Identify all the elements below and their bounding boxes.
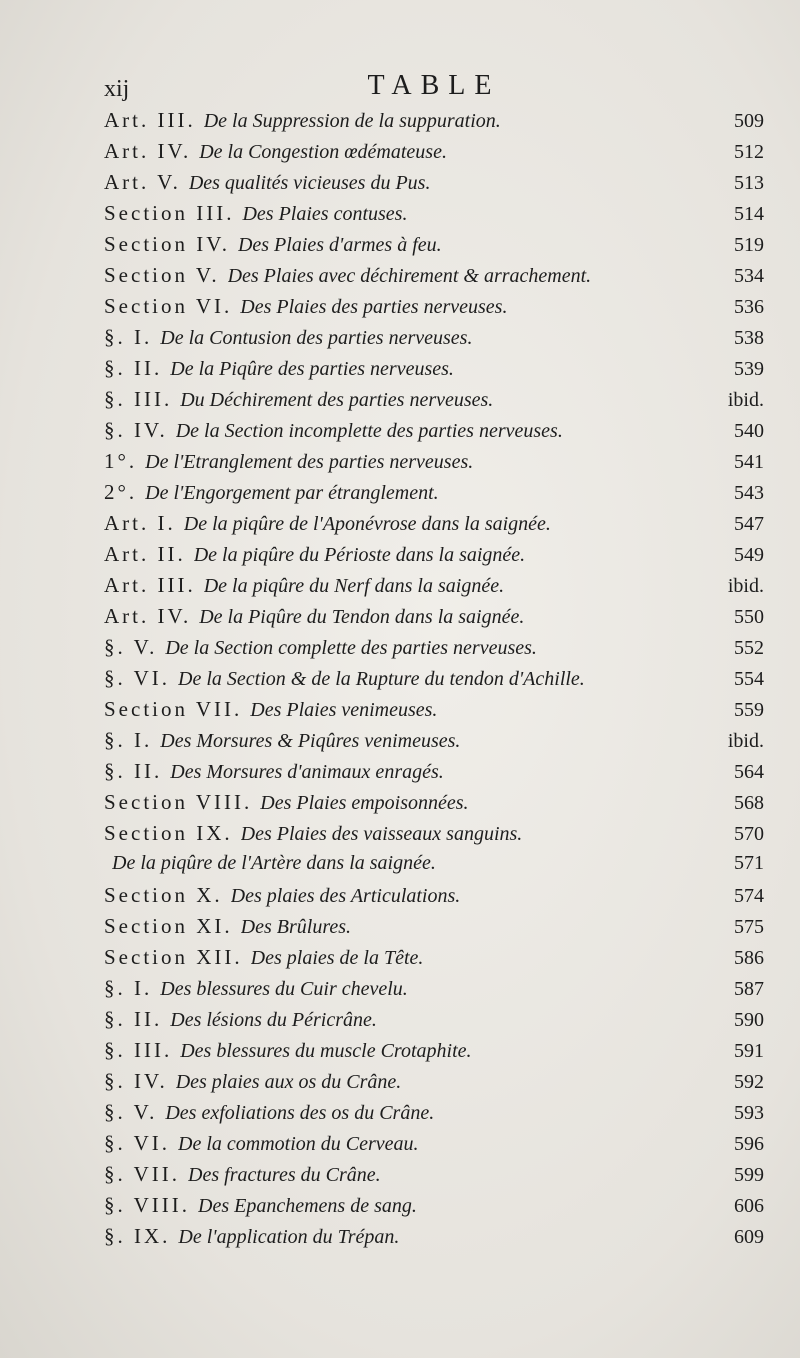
entry-title: Des Plaies des vaisseaux sanguins. [240, 823, 523, 845]
entry-page: 536 [734, 296, 764, 318]
toc-entry [104, 480, 764, 511]
entry-page: 591 [734, 1040, 764, 1062]
toc-entry [104, 573, 764, 604]
entry-title: Des Plaies avec déchirement & arrachement. [227, 265, 592, 287]
entry-title: Des Plaies venimeuses. [250, 699, 438, 721]
entry-page: 538 [734, 327, 764, 349]
entry-title: Des Morsures d'animaux enragés. [170, 761, 444, 783]
entry-page: 550 [734, 606, 764, 628]
entry-label: Art. I. [104, 511, 176, 535]
entry-label: §. III. [104, 387, 173, 411]
entry-title: Des qualités vicieuses du Pus. [188, 172, 431, 194]
entry-page: ibid. [727, 389, 764, 411]
entry-label: §. VII. [104, 1162, 181, 1186]
entry-title: De la piqûre du Périoste dans la saignée. [193, 544, 526, 566]
toc-entry [104, 914, 764, 945]
toc-entry [104, 170, 764, 201]
entry-label: §. VIII. [104, 1193, 191, 1217]
toc-entry [104, 883, 764, 914]
toc-entry [104, 418, 764, 449]
entry-page: 596 [734, 1133, 764, 1155]
entry-page: 554 [734, 668, 764, 690]
entry-page: 574 [734, 885, 764, 907]
entry-label: Art. IV. [104, 604, 192, 628]
entry-page: 564 [734, 761, 764, 783]
entry-page: 539 [734, 358, 764, 380]
entry-page: 590 [734, 1009, 764, 1031]
entry-title: Des Brûlures. [240, 916, 352, 938]
toc-entry [104, 325, 764, 356]
toc-entry [104, 759, 764, 790]
entry-title: Des Plaies des parties nerveuses. [240, 296, 508, 318]
entry-label: 1°. [104, 449, 138, 473]
entry-label: §. I. [104, 325, 153, 349]
toc-entry [104, 294, 764, 325]
entry-title: De la Piqûre du Tendon dans la saignée. [199, 606, 525, 628]
toc-entry [104, 821, 764, 852]
toc-entry [104, 1100, 764, 1131]
entry-label: Section XII. [104, 945, 243, 969]
entry-label: Section V. [104, 263, 220, 287]
entry-label: §. II. [104, 356, 163, 380]
toc-entry [104, 604, 764, 635]
entry-label: Section VI. [104, 294, 233, 318]
entry-label: Art. III. [104, 573, 196, 597]
entry-label: Art. III. [104, 108, 196, 132]
entry-page: 606 [734, 1195, 764, 1217]
entry-label: Section IX. [104, 821, 233, 845]
entry-title: Des fractures du Crâne. [188, 1164, 381, 1186]
entry-page: 543 [734, 482, 764, 504]
entry-page: 534 [734, 265, 764, 287]
entry-label: Section IV. [104, 232, 230, 256]
entry-label: Section VII. [104, 697, 243, 721]
toc-entry [104, 1224, 764, 1255]
entry-title: Des Epanchemens de sang. [198, 1195, 417, 1217]
entry-label: §. VI. [104, 666, 171, 690]
entry-label: §. IV. [104, 418, 168, 442]
entry-label: §. II. [104, 759, 163, 783]
running-title: TABLE [367, 70, 501, 101]
table-of-contents [104, 108, 764, 1255]
entry-title: Des blessures du muscle Crotaphite. [180, 1040, 472, 1062]
toc-entry [104, 139, 764, 170]
entry-title: De la Contusion des parties nerveuses. [160, 327, 473, 349]
entry-page: 571 [734, 852, 764, 874]
entry-label: §. I. [104, 976, 153, 1000]
entry-title: De l'Engorgement par étranglement. [145, 482, 439, 504]
entry-title: De la Piqûre des parties nerveuses. [170, 358, 454, 380]
toc-entry [104, 1007, 764, 1038]
toc-entry [104, 1038, 764, 1069]
entry-page: 509 [734, 110, 764, 132]
toc-entry [104, 976, 764, 1007]
entry-page: 519 [734, 234, 764, 256]
entry-page: 609 [734, 1226, 764, 1248]
entry-page: 552 [734, 637, 764, 659]
toc-entry [104, 635, 764, 666]
page-number: xij [104, 76, 130, 102]
entry-page: 592 [734, 1071, 764, 1093]
entry-page: ibid. [727, 575, 764, 597]
entry-label: §. IX. [104, 1224, 171, 1248]
toc-entry [104, 728, 764, 759]
entry-page: 593 [734, 1102, 764, 1124]
entry-page: 514 [734, 203, 764, 225]
toc-entry [104, 945, 764, 976]
entry-label: §. V. [104, 635, 158, 659]
entry-label: 2°. [104, 480, 138, 504]
entry-page: 513 [734, 172, 764, 194]
entry-title: De la Section & de la Rupture du tendon d'Achille. [178, 668, 585, 690]
entry-title: Du Déchirement des parties nerveuses. [180, 389, 494, 411]
entry-page: 570 [734, 823, 764, 845]
entry-title: De la commotion du Cerveau. [178, 1133, 419, 1155]
entry-label: §. III. [104, 1038, 173, 1062]
entry-title: Des Morsures & Piqûres venimeuses. [160, 730, 461, 752]
entry-label: §. II. [104, 1007, 163, 1031]
entry-page: 587 [734, 978, 764, 1000]
entry-title: De l'application du Trépan. [178, 1226, 400, 1248]
entry-page: 568 [734, 792, 764, 814]
toc-entry [104, 449, 764, 480]
toc-entry [104, 511, 764, 542]
entry-title: De la Section incomplette des parties nerveuses. [175, 420, 563, 442]
entry-title: Des Plaies d'armes à feu. [237, 234, 442, 256]
entry-label: §. IV. [104, 1069, 168, 1093]
entry-title: Des lésions du Péricrâne. [170, 1009, 377, 1031]
toc-entry [104, 108, 764, 139]
entry-title: Des Plaies contuses. [242, 203, 408, 225]
entry-title: De la Section complette des parties nerveuses. [165, 637, 537, 659]
toc-entry [104, 201, 764, 232]
toc-entry [104, 790, 764, 821]
entry-title: Des plaies de la Tête. [250, 947, 424, 969]
entry-title: De la piqûre de l'Artère dans la saignée. [112, 852, 436, 874]
entry-page: 540 [734, 420, 764, 442]
toc-entry [104, 387, 764, 418]
entry-page: 559 [734, 699, 764, 721]
entry-label: §. VI. [104, 1131, 171, 1155]
entry-label: §. I. [104, 728, 153, 752]
entry-page: 599 [734, 1164, 764, 1186]
entry-title: De la Congestion œdémateuse. [199, 141, 447, 163]
toc-entry [104, 1069, 764, 1100]
entry-page: 512 [734, 141, 764, 163]
toc-entry [104, 232, 764, 263]
entry-page: 549 [734, 544, 764, 566]
entry-title: De la piqûre du Nerf dans la saignée. [203, 575, 505, 597]
entry-label: Section XI. [104, 914, 233, 938]
entry-label: §. V. [104, 1100, 158, 1124]
entry-title: Des exfoliations des os du Crâne. [165, 1102, 435, 1124]
toc-entry [104, 666, 764, 697]
entry-label: Art. IV. [104, 139, 192, 163]
toc-entry [104, 697, 764, 728]
entry-title: Des plaies des Articulations. [230, 885, 461, 907]
entry-page: 586 [734, 947, 764, 969]
entry-title: De l'Etranglement des parties nerveuses. [145, 451, 474, 473]
entry-page: 547 [734, 513, 764, 535]
entry-page: 541 [734, 451, 764, 473]
toc-entry [104, 356, 764, 387]
toc-entry [104, 263, 764, 294]
entry-title: Des blessures du Cuir chevelu. [160, 978, 408, 1000]
entry-page: ibid. [727, 730, 764, 752]
toc-entry [104, 542, 764, 573]
entry-title: De la Suppression de la suppuration. [203, 110, 501, 132]
entry-title: Des plaies aux os du Crâne. [175, 1071, 402, 1093]
toc-entry [104, 852, 764, 883]
page-header [104, 70, 764, 110]
entry-label: Section VIII. [104, 790, 253, 814]
toc-entry [104, 1193, 764, 1224]
entry-label: Section III. [104, 201, 235, 225]
entry-title: De la piqûre de l'Aponévrose dans la saignée. [183, 513, 551, 535]
entry-label: Art. II. [104, 542, 186, 566]
toc-entry [104, 1131, 764, 1162]
toc-entry [104, 1162, 764, 1193]
entry-page: 575 [734, 916, 764, 938]
entry-label: Section X. [104, 883, 223, 907]
entry-title: Des Plaies empoisonnées. [260, 792, 469, 814]
entry-label: Art. V. [104, 170, 181, 194]
